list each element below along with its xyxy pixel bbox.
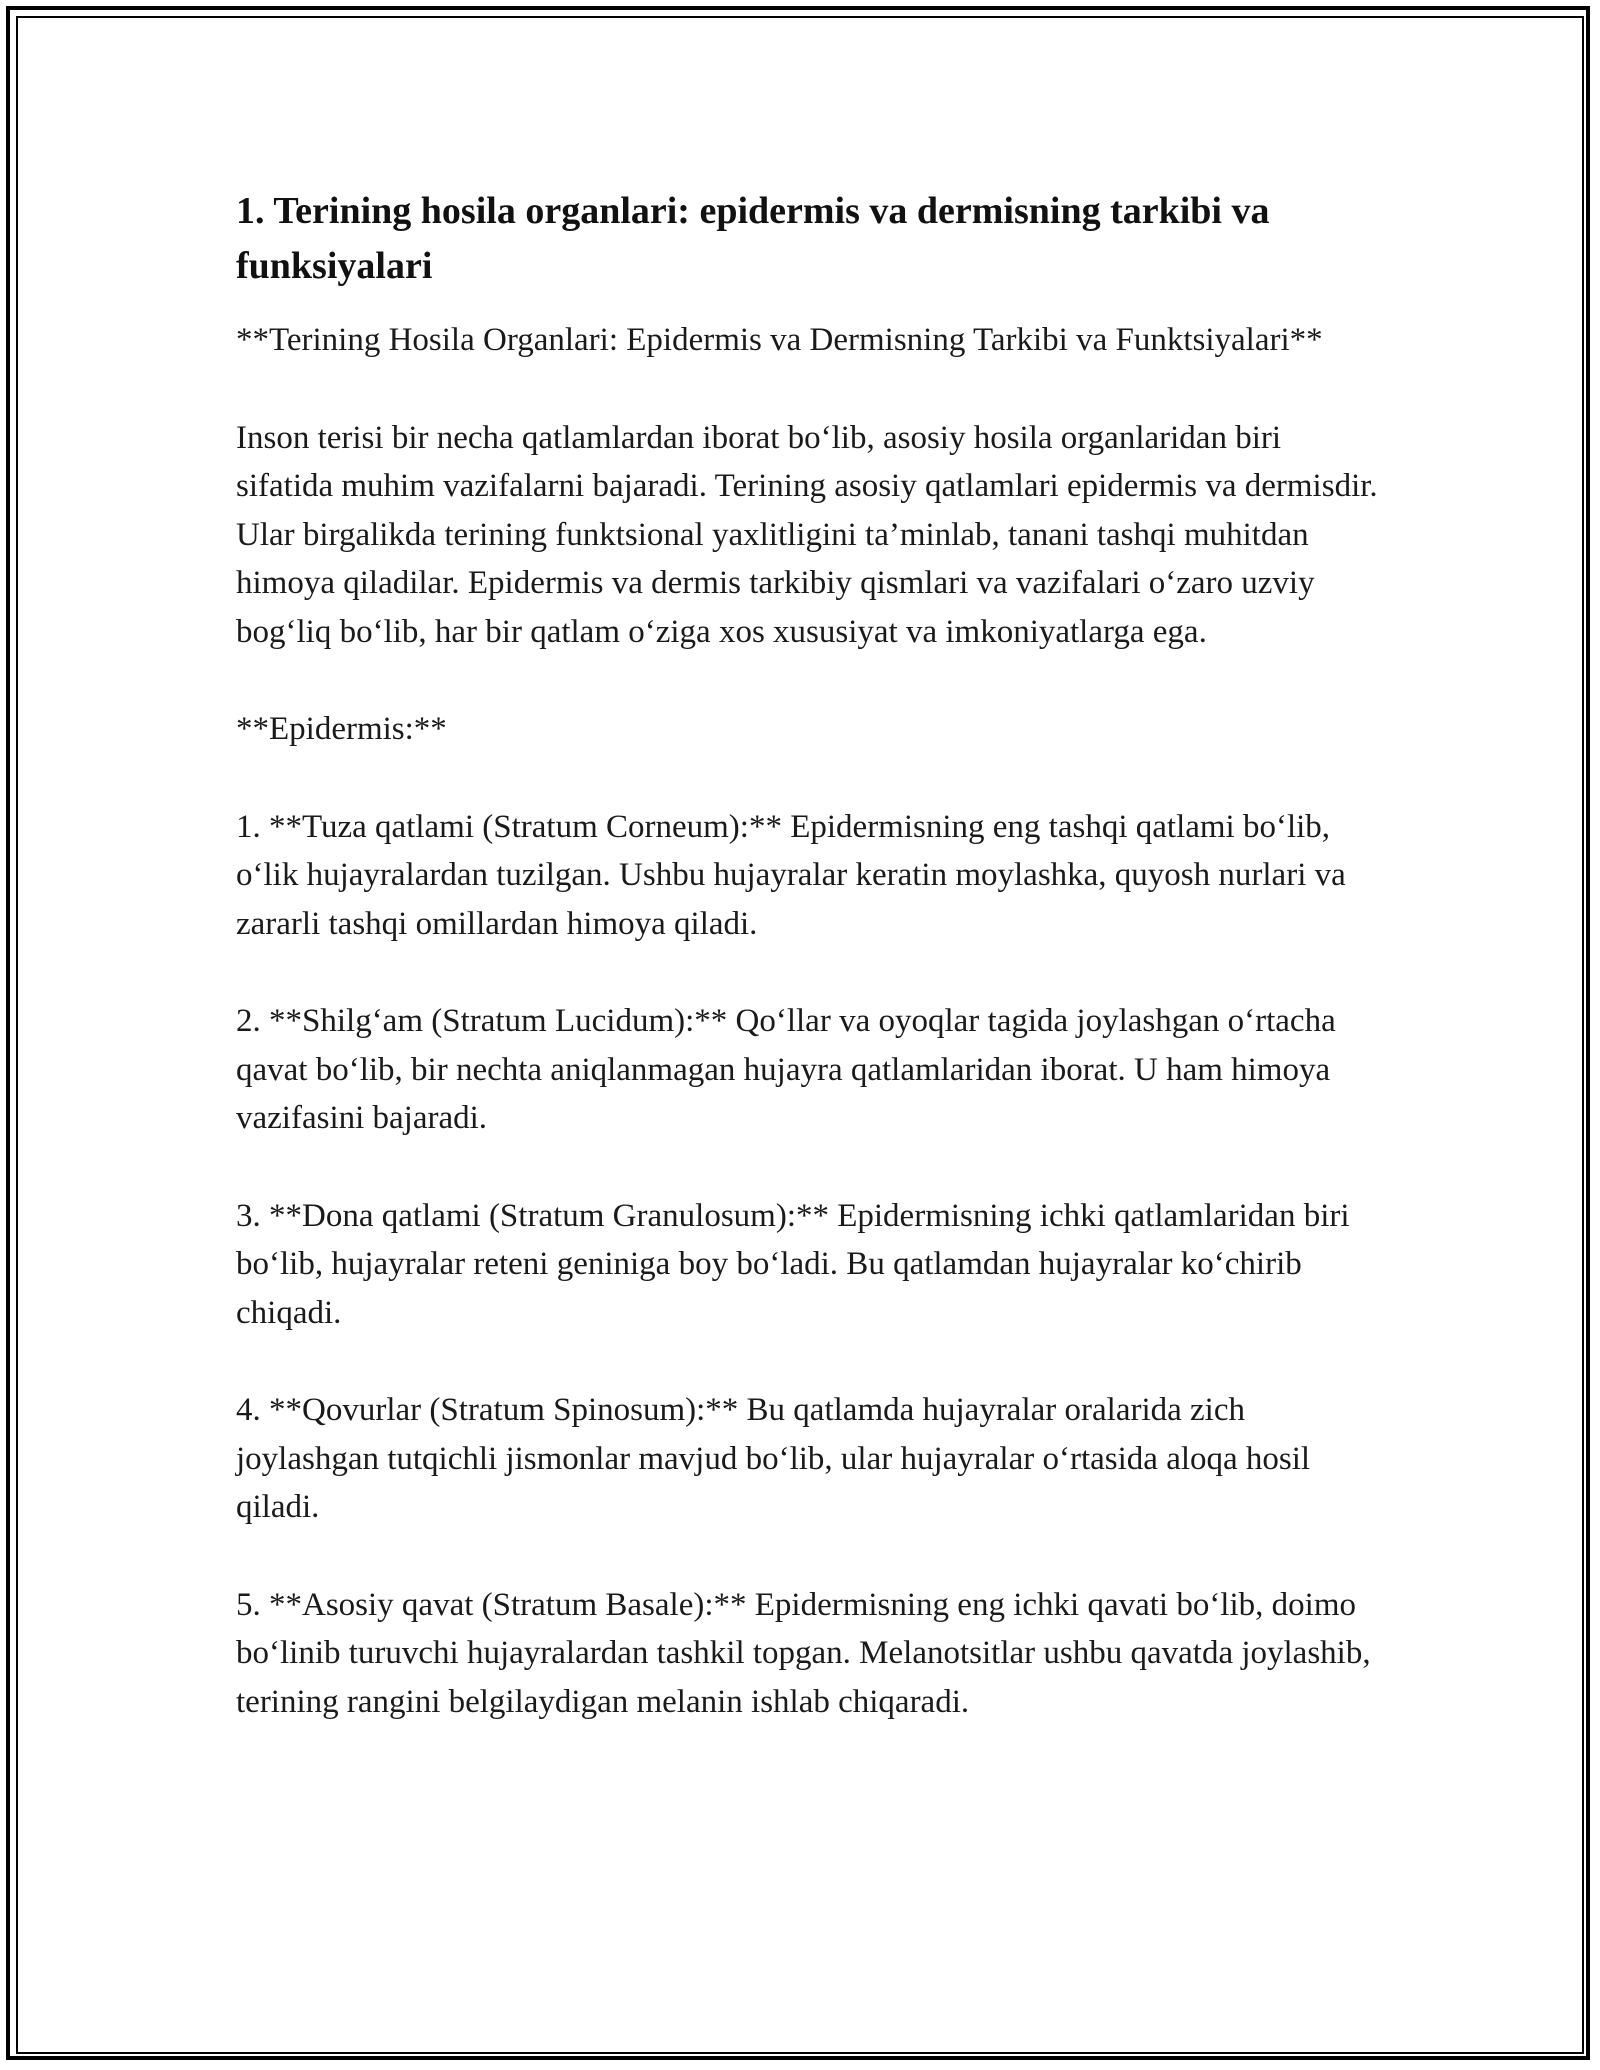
document-heading: 1. Terining hosila organlari: epidermis va dermisning tarkibi va funksiyalari [236,190,1270,287]
list-item-stratum-corneum: 1. **Tuza qatlami (Stratum Corneum):** Epidermisning eng tashqi qatlami bo‘lib, o‘lik hujayralardan tuzilgan. Ushbu hujayralar keratin moylashka, quyosh nurlari va zararli tashqi omillardan himoya qiladi. [236,808,1346,942]
list-item-stratum-basale: 5. **Asosiy qavat (Stratum Basale):** Epidermisning eng ichki qavati bo‘lib, doimo bo‘linib turuvchi hujayralardan tashkil topgan. Melanotsitlar ushbu qavatda joylashib, terining rangini belgilaydigan melanin ishlab chiqaradi. [236,1586,1371,1720]
document-subtitle: **Terining Hosila Organlari: Epidermis va Dermisning Tarkibi va Funktsiyalari** [236,322,1323,358]
intro-paragraph: Inson terisi bir necha qatlamlardan iborat bo‘lib, asosiy hosila organlaridan biri sifatida muhim vazifalarni bajaradi. Terining asosiy qatlamlari epidermis va dermisdir. Ular birgalikda terining funktsional yaxlitligini ta’minlab, tanani tashqi muhitdan himoya qiladilar. Epidermis va dermis tarkibiy qismlari va vazifalari o‘zaro uzviy bog‘liq bo‘lib, har bir qatlam o‘ziga xos xususiyat va imkoniyatlarga ega. [236,419,1378,650]
list-item-stratum-spinosum: 4. **Qovurlar (Stratum Spinosum):** Bu qatlamda hujayralar oralarida zich joylashgan tutqichli jismonlar mavjud bo‘lib, ular hujayralar o‘rtasida aloqa hosil qiladi. [236,1392,1311,1525]
document-body [236,184,1386,1775]
section-label-epidermis: **Epidermis:** [236,711,447,747]
list-item-stratum-lucidum: 2. **Shilg‘am (Stratum Lucidum):** Qo‘llar va oyoqlar tagida joylashgan o‘rtacha qavat bo‘lib, bir nechta aniqlanmagan hujayra qatlamlaridan iborat. U ham himoya vazifasini bajaradi. [236,1003,1336,1136]
list-item-stratum-granulosum: 3. **Dona qatlami (Stratum Granulosum):** Epidermisning ichki qatlamlaridan biri bo‘lib, hujayralar reteni geniniga boy bo‘ladi. Bu qatlamdan hujayralar ko‘chirib chiqadi. [236,1197,1350,1331]
